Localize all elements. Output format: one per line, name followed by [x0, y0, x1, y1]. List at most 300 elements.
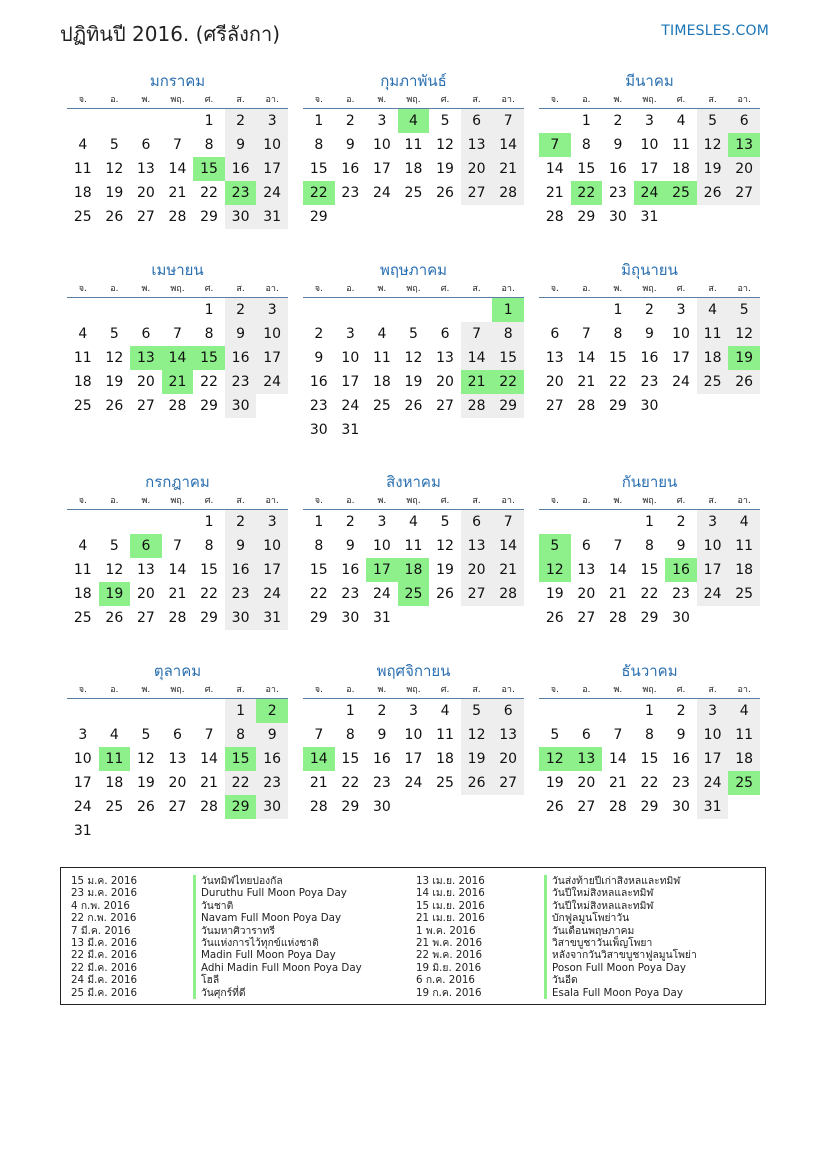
day-cell: 5	[440, 514, 450, 530]
day-cell: 21	[461, 370, 493, 394]
empty-cell	[665, 394, 697, 418]
holiday-name: Madin Full Moon Poya Day	[193, 949, 362, 961]
day-cell: 6	[141, 326, 151, 342]
day-cell: 8	[581, 137, 591, 153]
day-cell: 3	[256, 510, 288, 534]
day-cell: 7	[173, 137, 182, 153]
day-cell: 21	[608, 775, 627, 791]
weekday-label: ส.	[236, 95, 245, 105]
week-row	[539, 298, 760, 322]
day-cell: 6	[550, 326, 560, 342]
day-cell: 1	[204, 514, 214, 530]
day-cell: 21	[577, 374, 596, 390]
day-cell: 9	[225, 534, 257, 558]
day-cell: 5	[409, 326, 418, 342]
day-cell: 10	[341, 350, 360, 366]
day-cell: 4	[78, 326, 88, 342]
day-cell: 4	[409, 514, 418, 530]
day-cell: 12	[697, 133, 729, 157]
empty-cell	[303, 699, 335, 723]
day-cell: 3	[377, 514, 387, 530]
day-cell: 11	[73, 350, 92, 366]
day-cell: 7	[314, 727, 324, 743]
day-cell: 15	[492, 346, 524, 370]
day-cell: 30	[372, 799, 391, 815]
empty-cell	[429, 795, 461, 819]
day-cell: 24	[341, 398, 360, 414]
weekday-label: ศ.	[204, 496, 214, 506]
day-cell: 17	[341, 374, 360, 390]
weekday-label: พฤ.	[642, 685, 657, 695]
weekday-header	[303, 281, 524, 298]
weekday-label: อ.	[582, 685, 591, 695]
day-cell: 22	[303, 181, 335, 205]
weekday-label: พ.	[613, 496, 623, 506]
day-cell: 10	[256, 133, 288, 157]
day-cell: 14	[608, 562, 627, 578]
day-cell: 19	[99, 582, 131, 606]
weekday-label: ศ.	[440, 496, 450, 506]
holiday-legend	[60, 867, 766, 1005]
day-cell: 1	[204, 113, 214, 129]
weekday-label: อา.	[501, 496, 515, 506]
day-cell: 23	[608, 185, 627, 201]
weekday-header	[303, 92, 524, 109]
holiday-date: 15 เม.ย. 2016	[416, 899, 485, 912]
day-cell: 4	[728, 510, 760, 534]
day-cell: 1	[314, 113, 324, 129]
day-cell: 1	[645, 703, 654, 719]
day-cell: 14	[168, 161, 187, 177]
empty-cell	[366, 418, 398, 442]
weekday-label: อา.	[501, 284, 515, 294]
day-cell: 20	[136, 586, 155, 602]
day-cell: 17	[640, 161, 659, 177]
weekday-label: จ.	[314, 496, 323, 506]
weekday-label: อา.	[737, 284, 751, 294]
week-row	[303, 510, 524, 534]
empty-cell	[162, 699, 194, 723]
weekday-label: ส.	[472, 284, 481, 294]
week-row	[539, 109, 760, 133]
empty-cell	[366, 205, 398, 229]
day-cell: 13	[545, 350, 564, 366]
day-cell: 23	[640, 374, 659, 390]
empty-cell	[539, 699, 571, 723]
empty-cell	[193, 819, 225, 843]
weekday-label: อ.	[110, 496, 119, 506]
month-calendar	[303, 471, 524, 630]
week-row	[67, 582, 288, 606]
day-cell: 17	[256, 346, 288, 370]
holiday-date: 4 ก.พ. 2016	[71, 899, 130, 912]
week-row	[303, 322, 524, 346]
weekday-label: จ.	[550, 95, 559, 105]
weekday-label: พฤ.	[170, 496, 185, 506]
weekday-label: พ.	[141, 284, 151, 294]
week-row	[67, 157, 288, 181]
month-name: พฤษภาคม	[379, 261, 448, 279]
day-cell: 26	[105, 398, 124, 414]
day-cell: 13	[577, 562, 596, 578]
holiday-name: Esala Full Moon Poya Day	[544, 987, 697, 999]
day-cell: 10	[697, 723, 729, 747]
day-cell: 20	[168, 775, 187, 791]
day-cell: 18	[672, 161, 690, 177]
month-name: กุมภาพันธ์	[380, 72, 447, 90]
week-row	[67, 510, 288, 534]
weekday-label: อ.	[346, 284, 355, 294]
day-cell: 28	[608, 799, 627, 815]
day-cell: 6	[581, 538, 591, 554]
holiday-date: 14 เม.ย. 2016	[416, 887, 485, 900]
day-cell: 2	[225, 109, 257, 133]
day-cell: 16	[372, 751, 391, 767]
day-cell: 27	[136, 398, 155, 414]
day-cell: 11	[697, 322, 729, 346]
holiday-date: 22 ก.พ. 2016	[71, 912, 137, 925]
day-cell: 3	[345, 326, 355, 342]
day-cell: 7	[613, 727, 623, 743]
week-row	[539, 346, 760, 370]
weekday-label: ส.	[708, 284, 717, 294]
day-cell: 20	[545, 374, 564, 390]
week-row	[539, 510, 760, 534]
holiday-name: วันส่งท้ายปีเก่าสิงหลและทมิฬ	[544, 875, 697, 887]
day-cell: 28	[608, 610, 627, 626]
weekday-label: อา.	[265, 284, 279, 294]
weekday-label: ศ.	[440, 284, 450, 294]
day-cell: 10	[256, 322, 288, 346]
weekday-label: ส.	[708, 95, 717, 105]
holiday-date: 7 มี.ค. 2016	[71, 924, 131, 937]
week-row	[67, 394, 288, 418]
month-calendar	[539, 660, 760, 819]
holiday-name: วันเดือนพฤษภาคม	[544, 925, 697, 937]
week-row	[67, 558, 288, 582]
day-cell: 5	[109, 137, 119, 153]
day-cell: 27	[461, 582, 493, 606]
week-row	[67, 370, 288, 394]
empty-cell	[162, 109, 194, 133]
day-cell: 28	[492, 582, 524, 606]
empty-cell	[162, 298, 194, 322]
holiday-date: 13 มี.ค. 2016	[71, 936, 138, 949]
day-cell: 26	[436, 586, 454, 602]
week-row	[539, 181, 760, 205]
day-cell: 25	[105, 799, 124, 815]
day-cell: 19	[436, 562, 454, 578]
day-cell: 13	[461, 534, 493, 558]
week-row	[303, 346, 524, 370]
holiday-date: 21 เม.ย. 2016	[416, 912, 485, 925]
day-cell: 19	[136, 775, 155, 791]
empty-cell	[728, 394, 760, 418]
day-cell: 30	[225, 394, 257, 418]
day-cell: 5	[440, 113, 450, 129]
weekday-label: พฤ.	[406, 284, 421, 294]
empty-cell	[461, 205, 493, 229]
empty-cell	[492, 418, 524, 442]
day-cell: 19	[545, 775, 564, 791]
weekday-label: อา.	[265, 95, 279, 105]
month-name: สิงหาคม	[386, 473, 441, 491]
day-cell: 17	[672, 350, 690, 366]
week-row	[303, 157, 524, 181]
day-cell: 27	[577, 799, 596, 815]
day-cell: 6	[141, 137, 151, 153]
day-cell: 16	[665, 558, 697, 582]
day-cell: 4	[398, 109, 430, 133]
day-cell: 5	[461, 699, 493, 723]
weekday-label: ศ.	[676, 284, 686, 294]
holiday-date: 13 เม.ย. 2016	[416, 875, 485, 887]
day-cell: 22	[608, 374, 627, 390]
weekday-label: พ.	[141, 496, 151, 506]
week-row	[303, 298, 524, 322]
day-cell: 14	[577, 350, 596, 366]
day-cell: 2	[225, 510, 257, 534]
holiday-name: Navam Full Moon Poya Day	[193, 912, 362, 924]
day-cell: 30	[341, 610, 360, 626]
day-cell: 23	[672, 586, 690, 602]
day-cell: 2	[345, 113, 355, 129]
day-cell: 9	[613, 137, 623, 153]
week-row	[303, 795, 524, 819]
week-row	[539, 795, 760, 819]
day-cell: 27	[436, 398, 454, 414]
day-cell: 27	[545, 398, 564, 414]
empty-cell	[130, 699, 162, 723]
day-cell: 27	[136, 209, 155, 225]
empty-cell	[429, 298, 461, 322]
day-cell: 13	[168, 751, 187, 767]
weekday-label: จ.	[314, 284, 323, 294]
empty-cell	[602, 699, 634, 723]
day-cell: 10	[372, 137, 391, 153]
day-cell: 5	[141, 727, 151, 743]
day-cell: 8	[613, 326, 623, 342]
day-cell: 18	[73, 586, 92, 602]
day-cell: 1	[492, 298, 524, 322]
day-cell: 2	[377, 703, 387, 719]
day-cell: 3	[645, 113, 654, 129]
day-cell: 3	[256, 298, 288, 322]
day-cell: 11	[404, 538, 423, 554]
day-cell: 19	[461, 747, 493, 771]
weekday-label: อ.	[582, 284, 591, 294]
day-cell: 8	[492, 322, 524, 346]
empty-cell	[728, 205, 760, 229]
day-cell: 4	[676, 113, 686, 129]
day-cell: 8	[204, 538, 214, 554]
day-cell: 9	[225, 133, 257, 157]
day-cell: 7	[613, 538, 623, 554]
day-cell: 25	[73, 610, 92, 626]
day-cell: 15	[309, 562, 328, 578]
day-cell: 8	[204, 137, 214, 153]
day-cell: 21	[200, 775, 218, 791]
weekday-label: ส.	[472, 685, 481, 695]
day-cell: 14	[303, 747, 335, 771]
day-cell: 13	[571, 747, 603, 771]
day-cell: 3	[676, 302, 686, 318]
day-cell: 6	[461, 109, 493, 133]
day-cell: 28	[200, 799, 218, 815]
day-cell: 25	[73, 209, 92, 225]
day-cell: 19	[728, 346, 760, 370]
month-calendar	[67, 660, 288, 843]
week-row	[539, 771, 760, 795]
empty-cell	[571, 699, 603, 723]
empty-cell	[728, 606, 760, 630]
day-cell: 22	[571, 181, 603, 205]
day-cell: 19	[404, 374, 423, 390]
weekday-label: อ.	[110, 685, 119, 695]
holiday-date: 6 ก.ค. 2016	[416, 974, 475, 987]
week-row	[539, 205, 760, 229]
day-cell: 5	[728, 298, 760, 322]
week-row	[303, 133, 524, 157]
day-cell: 3	[377, 113, 387, 129]
brand-link[interactable]: TIMESLES.COM	[661, 23, 769, 39]
week-row	[303, 582, 524, 606]
weekday-label: อ.	[110, 284, 119, 294]
empty-cell	[429, 205, 461, 229]
day-cell: 15	[608, 350, 627, 366]
week-row	[539, 534, 760, 558]
day-cell: 5	[109, 326, 119, 342]
holiday-name: วันมหาศิวาราทรี	[193, 925, 362, 937]
day-cell: 18	[728, 558, 760, 582]
day-cell: 18	[436, 751, 454, 767]
week-row	[539, 582, 760, 606]
weekday-header	[539, 493, 760, 510]
day-cell: 15	[640, 562, 659, 578]
day-cell: 29	[341, 799, 360, 815]
empty-cell	[728, 795, 760, 819]
day-cell: 6	[728, 109, 760, 133]
day-cell: 21	[492, 157, 524, 181]
empty-cell	[67, 510, 99, 534]
day-cell: 16	[341, 161, 360, 177]
day-cell: 26	[461, 771, 493, 795]
day-cell: 15	[309, 161, 328, 177]
weekday-label: ศ.	[204, 685, 214, 695]
day-cell: 8	[314, 538, 324, 554]
day-cell: 16	[225, 558, 257, 582]
empty-cell	[539, 298, 571, 322]
weekday-label: อ.	[346, 496, 355, 506]
weekday-label: พ.	[613, 685, 623, 695]
day-cell: 1	[581, 113, 591, 129]
month-name: เมษายน	[151, 261, 204, 279]
day-cell: 11	[672, 137, 690, 153]
day-cell: 13	[492, 723, 524, 747]
day-cell: 28	[492, 181, 524, 205]
empty-cell	[492, 606, 524, 630]
weekday-label: ศ.	[440, 685, 450, 695]
weekday-label: ศ.	[204, 95, 214, 105]
empty-cell	[571, 510, 603, 534]
week-row	[67, 534, 288, 558]
holiday-date: 19 ก.ค. 2016	[416, 986, 482, 999]
day-cell: 3	[409, 703, 418, 719]
day-cell: 18	[73, 185, 92, 201]
week-row	[67, 109, 288, 133]
week-row	[539, 394, 760, 418]
day-cell: 17	[256, 558, 288, 582]
week-row	[539, 322, 760, 346]
weekday-label: อ.	[346, 95, 355, 105]
holiday-name: บักฟูลมูนโพย่าวัน	[544, 912, 697, 924]
day-cell: 23	[256, 771, 288, 795]
weekday-label: พฤ.	[170, 685, 185, 695]
day-cell: 10	[640, 137, 659, 153]
day-cell: 16	[608, 161, 627, 177]
holiday-name: วันศุกร์ที่ดี	[193, 987, 362, 999]
weekday-header	[67, 92, 288, 109]
week-row	[67, 819, 288, 843]
empty-cell	[398, 606, 430, 630]
weekday-label: ศ.	[676, 685, 686, 695]
month-name: พฤศจิกายน	[376, 662, 451, 680]
day-cell: 11	[372, 350, 391, 366]
week-row	[539, 699, 760, 723]
day-cell: 18	[105, 775, 124, 791]
weekday-label: จ.	[314, 685, 323, 695]
weekday-label: ส.	[236, 496, 245, 506]
day-cell: 3	[697, 510, 729, 534]
day-cell: 25	[436, 775, 454, 791]
weekday-label: พ.	[141, 685, 151, 695]
day-cell: 7	[173, 538, 182, 554]
month-calendar	[303, 70, 524, 229]
empty-cell	[130, 510, 162, 534]
weekday-label: พ.	[377, 496, 387, 506]
holiday-name: Poson Full Moon Poya Day	[544, 962, 697, 974]
week-row	[303, 418, 524, 442]
holiday-date: 22 พ.ค. 2016	[416, 949, 483, 962]
day-cell: 24	[73, 799, 92, 815]
week-row	[67, 133, 288, 157]
day-cell: 6	[440, 326, 450, 342]
day-cell: 11	[73, 562, 92, 578]
day-cell: 18	[728, 747, 760, 771]
holiday-name: Duruthu Full Moon Poya Day	[193, 887, 362, 899]
empty-cell	[461, 418, 493, 442]
day-cell: 2	[676, 514, 686, 530]
empty-cell	[697, 606, 729, 630]
week-row	[303, 205, 524, 229]
day-cell: 21	[492, 558, 524, 582]
day-cell: 25	[73, 398, 92, 414]
weekday-label: อา.	[737, 95, 751, 105]
day-cell: 6	[173, 727, 182, 743]
day-cell: 11	[99, 747, 131, 771]
day-cell: 20	[492, 747, 524, 771]
empty-cell	[492, 795, 524, 819]
day-cell: 16	[309, 374, 328, 390]
day-cell: 24	[634, 181, 666, 205]
day-cell: 29	[309, 209, 328, 225]
weekday-label: พ.	[141, 95, 151, 105]
weekday-label: พ.	[613, 95, 623, 105]
day-cell: 10	[404, 727, 423, 743]
day-cell: 29	[225, 795, 257, 819]
day-cell: 12	[461, 723, 493, 747]
day-cell: 1	[613, 302, 623, 318]
